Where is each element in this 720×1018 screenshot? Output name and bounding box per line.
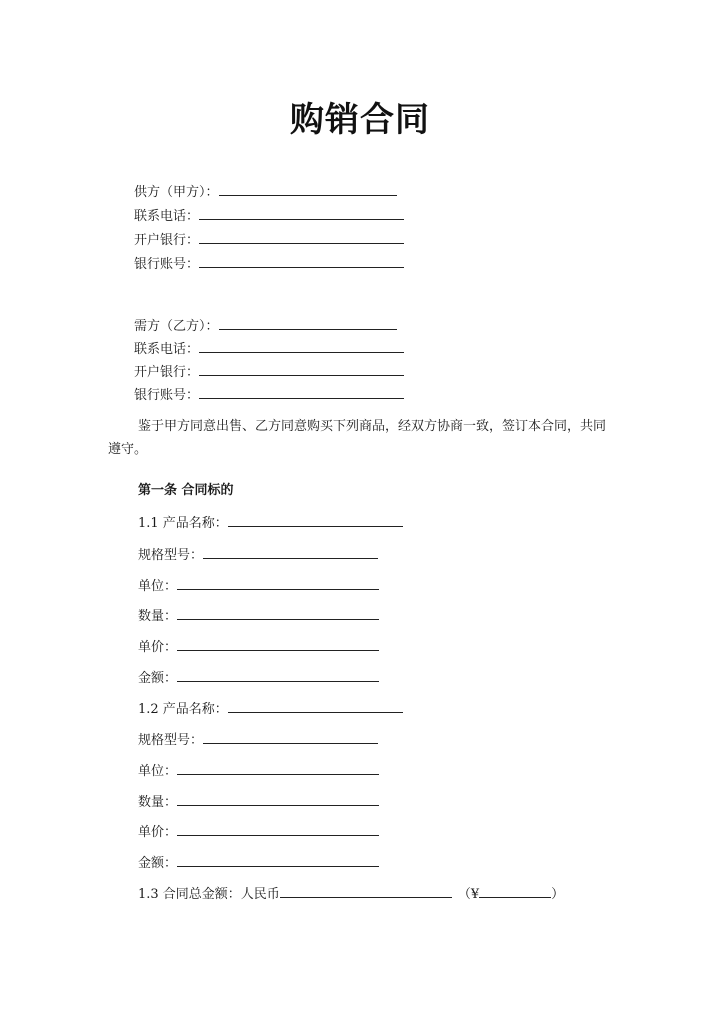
article-1-heading: 第一条 合同标的	[138, 483, 234, 498]
party-b-bank-blank[interactable]	[199, 362, 404, 376]
party-b-account-blank[interactable]	[199, 385, 404, 399]
item2-unit-blank[interactable]	[177, 761, 379, 775]
item2-amount-blank[interactable]	[177, 853, 379, 867]
item1-name-blank[interactable]	[228, 513, 403, 527]
item2-price-blank[interactable]	[177, 822, 379, 836]
party-b-buyer-label: 需方（乙方）：	[134, 319, 219, 334]
item1-spec-blank[interactable]	[203, 545, 378, 559]
party-a-supplier-blank[interactable]	[219, 182, 397, 196]
item2-name-blank[interactable]	[228, 699, 403, 713]
item1-spec-label: 规格型号：	[138, 548, 204, 563]
item1-name-label: 1.1 产品名称：	[138, 516, 228, 531]
total-amount-label: 1.3 合同总金额：人民币	[138, 887, 280, 902]
item2-qty-label: 数量：	[138, 795, 178, 810]
item2-amount-line	[138, 853, 379, 871]
item1-qty-line	[138, 606, 379, 624]
party-a-supplier-label: 供方（甲方）：	[134, 185, 219, 200]
item2-name-label: 1.2 产品名称：	[138, 702, 228, 717]
item2-amount-label: 金额：	[138, 856, 178, 871]
total-paren-close: ）	[551, 887, 565, 902]
item2-unit-label: 单位：	[138, 764, 178, 779]
item2-unit-line	[138, 761, 379, 779]
party-b-account-label: 银行账号：	[134, 388, 200, 403]
item2-price-label: 单价：	[138, 825, 178, 840]
party-a-bank-line	[134, 230, 404, 248]
item1-price-line	[138, 637, 379, 655]
item2-spec-line	[138, 730, 378, 748]
item1-amount-label: 金额：	[138, 671, 178, 686]
item1-qty-label: 数量：	[138, 609, 178, 624]
total-amount-figures-blank[interactable]	[479, 884, 551, 898]
intro-paragraph: 鉴于甲方同意出售、乙方同意购买下列商品，经双方协商一致，签订本合同，共同遵守。	[108, 419, 607, 457]
party-a-phone-blank[interactable]	[199, 206, 404, 220]
party-b-buyer-line	[134, 316, 397, 334]
party-b-phone-line	[134, 339, 404, 357]
party-a-phone-label: 联系电话：	[134, 209, 200, 224]
party-b-account-line	[134, 385, 404, 403]
item1-price-label: 单价：	[138, 640, 178, 655]
party-a-account-blank[interactable]	[199, 254, 404, 268]
party-b-buyer-blank[interactable]	[219, 316, 397, 330]
party-a-account-line	[134, 254, 404, 272]
item1-name-line	[138, 513, 403, 531]
item1-amount-blank[interactable]	[177, 668, 379, 682]
party-a-bank-blank[interactable]	[199, 230, 404, 244]
party-a-phone-line	[134, 206, 404, 224]
item1-unit-line	[138, 576, 379, 594]
party-b-phone-label: 联系电话：	[134, 342, 200, 357]
item1-spec-line	[138, 545, 378, 563]
party-b-bank-label: 开户银行：	[134, 365, 200, 380]
item2-spec-label: 规格型号：	[138, 733, 204, 748]
item1-amount-line	[138, 668, 379, 686]
item2-spec-blank[interactable]	[203, 730, 378, 744]
item2-qty-line	[138, 792, 379, 810]
item2-qty-blank[interactable]	[177, 792, 379, 806]
party-a-account-label: 银行账号：	[134, 257, 200, 272]
item1-price-blank[interactable]	[177, 637, 379, 651]
item1-qty-blank[interactable]	[177, 606, 379, 620]
item2-name-line	[138, 699, 403, 717]
party-a-supplier-line	[134, 182, 397, 200]
item2-price-line	[138, 822, 379, 840]
total-amount-words-blank[interactable]	[280, 884, 452, 898]
item1-unit-label: 单位：	[138, 579, 178, 594]
document-title: 购销合同	[290, 100, 430, 140]
party-b-bank-line	[134, 362, 404, 380]
total-amount-line	[138, 884, 564, 902]
item1-unit-blank[interactable]	[177, 576, 379, 590]
party-a-bank-label: 开户银行：	[134, 233, 200, 248]
total-paren-open: （¥	[457, 887, 480, 902]
party-b-phone-blank[interactable]	[199, 339, 404, 353]
